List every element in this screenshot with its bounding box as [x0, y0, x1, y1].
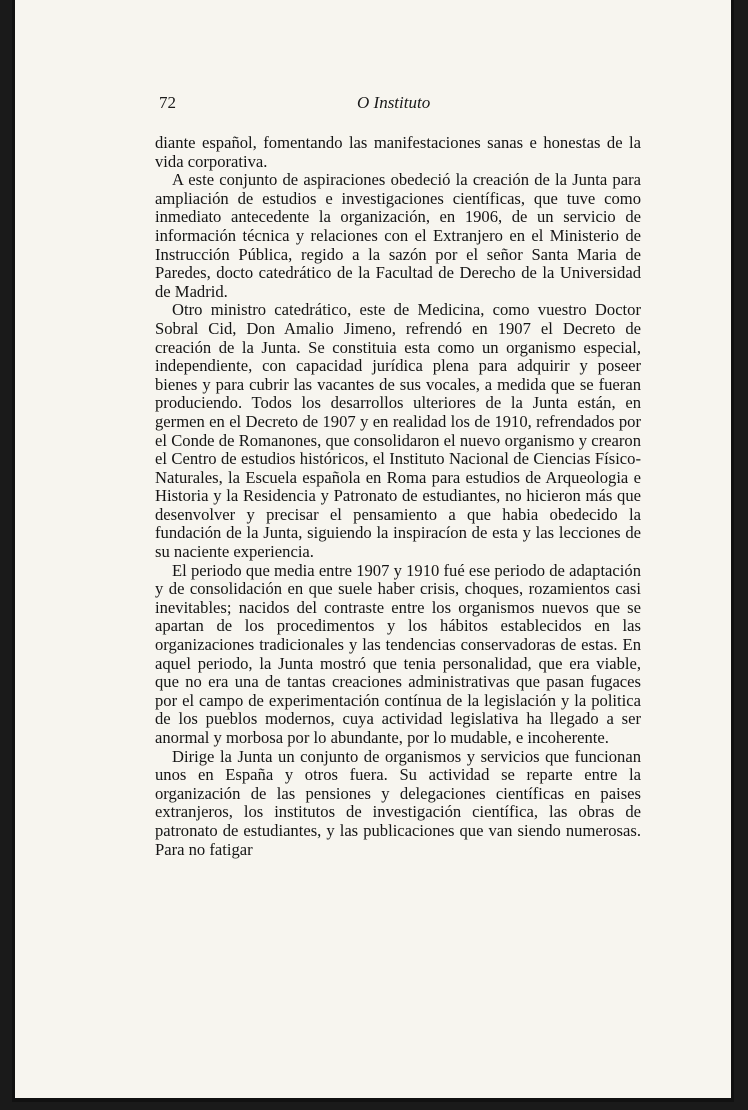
paragraph-2: A este conjunto de aspiraciones obedeció la creación de la Junta para ampliación de estudios e investigaciones científicas, que tuve como inmediato antecedente la organización, en 1906, de un servicio de información técnica y relaciones con el Extranjero en el Ministerio de Instrucción Pública, regido a la sazón por el señor Santa Maria de Paredes, docto catedrático de la Facultad de Derecho de la Universidad de Madrid. — [155, 170, 641, 301]
body-text — [155, 134, 641, 859]
running-title: O Instituto — [357, 93, 431, 112]
page-number: 72 — [159, 93, 176, 112]
paragraph-4: El periodo que media entre 1907 y 1910 fué ese periodo de adaptación y de consolidación en que suele haber crisis, choques, rozamientos casi inevitables; nacidos del contraste entre los organismos nuevos que se apartan de los procedimentos y los hábitos establecidos en las organizaciones tradicionales y las tendencias conservadoras de estas. En aquel periodo, la Junta mostró que tenia personalidad, que era viable, que no era una de tantas creaciones administrativas que pasan fugaces por el campo de experimentación contínua de la legislación y la politica de los pueblos modernos, cuya actividad legislativa ha llegado a ser anormal y morbosa por lo abundante, por lo mudable, e incoherente. — [155, 560, 641, 747]
paragraph-3: Otro ministro catedrático, este de Medicina, como vuestro Doctor Sobral Cid, Don Amalio Jimeno, refrendó en 1907 el Decreto de creación de la Junta. Se constituia esta como un organismo especial, independiente, con capacidad jurídica plena para adquirir y poseer bienes y para cubrir las vacantes de sus vocales, a medida que se fueran produciendo. Todos los desarrollos ulteriores de la Junta están, en germen en el Decreto de 1907 y en realidad los de 1910, refrendados por el Conde de Romanones, que consolidaron el nuevo organismo y crearon el Centro de estudios históricos, el Instituto Nacional de Ciencias Físico-Naturales, la Escuela española en Roma para estudios de Arqueologia e Historia y la Residencia y Patronato de estudiantes, no hicieron más que desenvolver y precisar el pensamiento a que habia obedecido la fundación de la Junta, siguiendo la inspiracíon de esta y las lecciones de su naciente experiencia. — [155, 300, 641, 562]
paragraph-1: diante español, fomentando las manifestaciones sanas e honestas de la vida corporativa. — [155, 133, 641, 171]
paragraph-5: Dirige la Junta un conjunto de organismos y servicios que funcionan unos en España y otros fuera. Su actividad se reparte entre la organización de las pensiones y delegaciones científicas en paises extranjeros, los institutos de investigación científica, las obras de patronato de estudiantes, y las publicaciones que van siendo numerosas. Para no fatigar — [155, 746, 641, 859]
running-head — [159, 93, 639, 115]
